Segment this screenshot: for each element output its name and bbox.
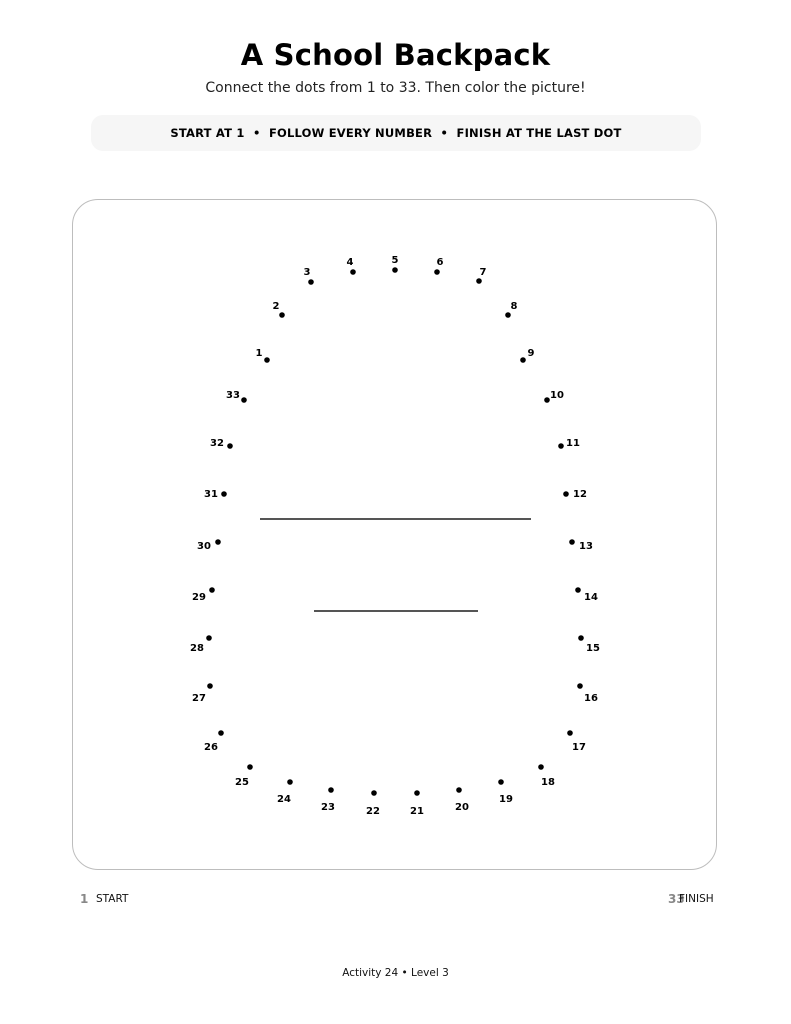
dot-2[interactable] [279,312,285,318]
finish-number: 33 [668,892,685,906]
dot-3[interactable] [308,279,314,285]
dot-label-4: 4 [346,257,354,268]
dot-28[interactable] [206,635,212,641]
dot-24[interactable] [287,779,293,785]
start-number: 1 [80,892,89,906]
dot-label-25: 25 [235,777,249,788]
dot-label-20: 20 [455,802,469,813]
dot-19[interactable] [498,779,504,785]
dot-label-23: 23 [321,802,335,813]
dot-label-24: 24 [277,794,291,805]
rules-banner-text: START AT 1 • FOLLOW EVERY NUMBER • FINISH AT THE LAST DOT [170,126,622,140]
dot-label-29: 29 [192,592,206,603]
dot-27[interactable] [207,683,213,689]
dot-17[interactable] [567,730,573,736]
dot-33[interactable] [241,397,247,403]
dot-5[interactable] [392,267,398,273]
dot-label-27: 27 [192,693,206,704]
dot-21[interactable] [414,790,420,796]
dot-11[interactable] [558,443,564,449]
page-title: A School Backpack [240,38,551,72]
dots-layer [190,255,600,817]
dot-label-30: 30 [197,541,211,552]
dot-22[interactable] [371,790,377,796]
dot-1[interactable] [264,357,270,363]
dot-label-26: 26 [204,742,218,753]
dot-label-18: 18 [541,777,555,788]
dot-4[interactable] [350,269,356,275]
dot-label-6: 6 [436,257,444,268]
dot-7[interactable] [476,278,482,284]
dot-label-33: 33 [226,390,240,401]
dot-label-28: 28 [190,643,204,654]
dot-26[interactable] [218,730,224,736]
dot-14[interactable] [575,587,581,593]
dot-label-8: 8 [510,301,518,312]
dot-29[interactable] [209,587,215,593]
dot-label-9: 9 [527,348,535,359]
dot-label-12: 12 [573,489,587,500]
dot-label-15: 15 [586,643,600,654]
dot-label-17: 17 [572,742,586,753]
dot-label-10: 10 [550,390,564,401]
dot-15[interactable] [578,635,584,641]
instructions-text: Connect the dots from 1 to 33. Then color the picture! [205,80,586,96]
dot-label-13: 13 [579,541,593,552]
dot-8[interactable] [505,312,511,318]
dot-label-7: 7 [479,267,487,278]
dot-25[interactable] [247,764,253,770]
dot-label-21: 21 [410,806,424,817]
dot-13[interactable] [569,539,575,545]
dot-23[interactable] [328,787,334,793]
dot-label-16: 16 [584,693,598,704]
dot-label-31: 31 [204,489,218,500]
dot-9[interactable] [520,357,526,363]
dot-label-22: 22 [366,806,380,817]
dot-label-3: 3 [303,267,311,278]
dot-label-2: 2 [272,301,280,312]
dot-label-11: 11 [566,438,580,449]
dot-label-14: 14 [584,592,598,603]
dot-label-32: 32 [210,438,224,449]
dot-20[interactable] [456,787,462,793]
dot-label-5: 5 [391,255,399,266]
dot-label-1: 1 [255,348,263,359]
dot-32[interactable] [227,443,233,449]
dot-6[interactable] [434,269,440,275]
dot-31[interactable] [221,491,227,497]
dot-16[interactable] [577,683,583,689]
start-label: START [96,893,129,905]
dot-10[interactable] [544,397,550,403]
finish-label: FINISH [679,893,714,905]
dot-label-19: 19 [499,794,513,805]
dot-30[interactable] [215,539,221,545]
activity-footer: Activity 24 • Level 3 [342,967,449,979]
dot-18[interactable] [538,764,544,770]
dot-12[interactable] [563,491,569,497]
